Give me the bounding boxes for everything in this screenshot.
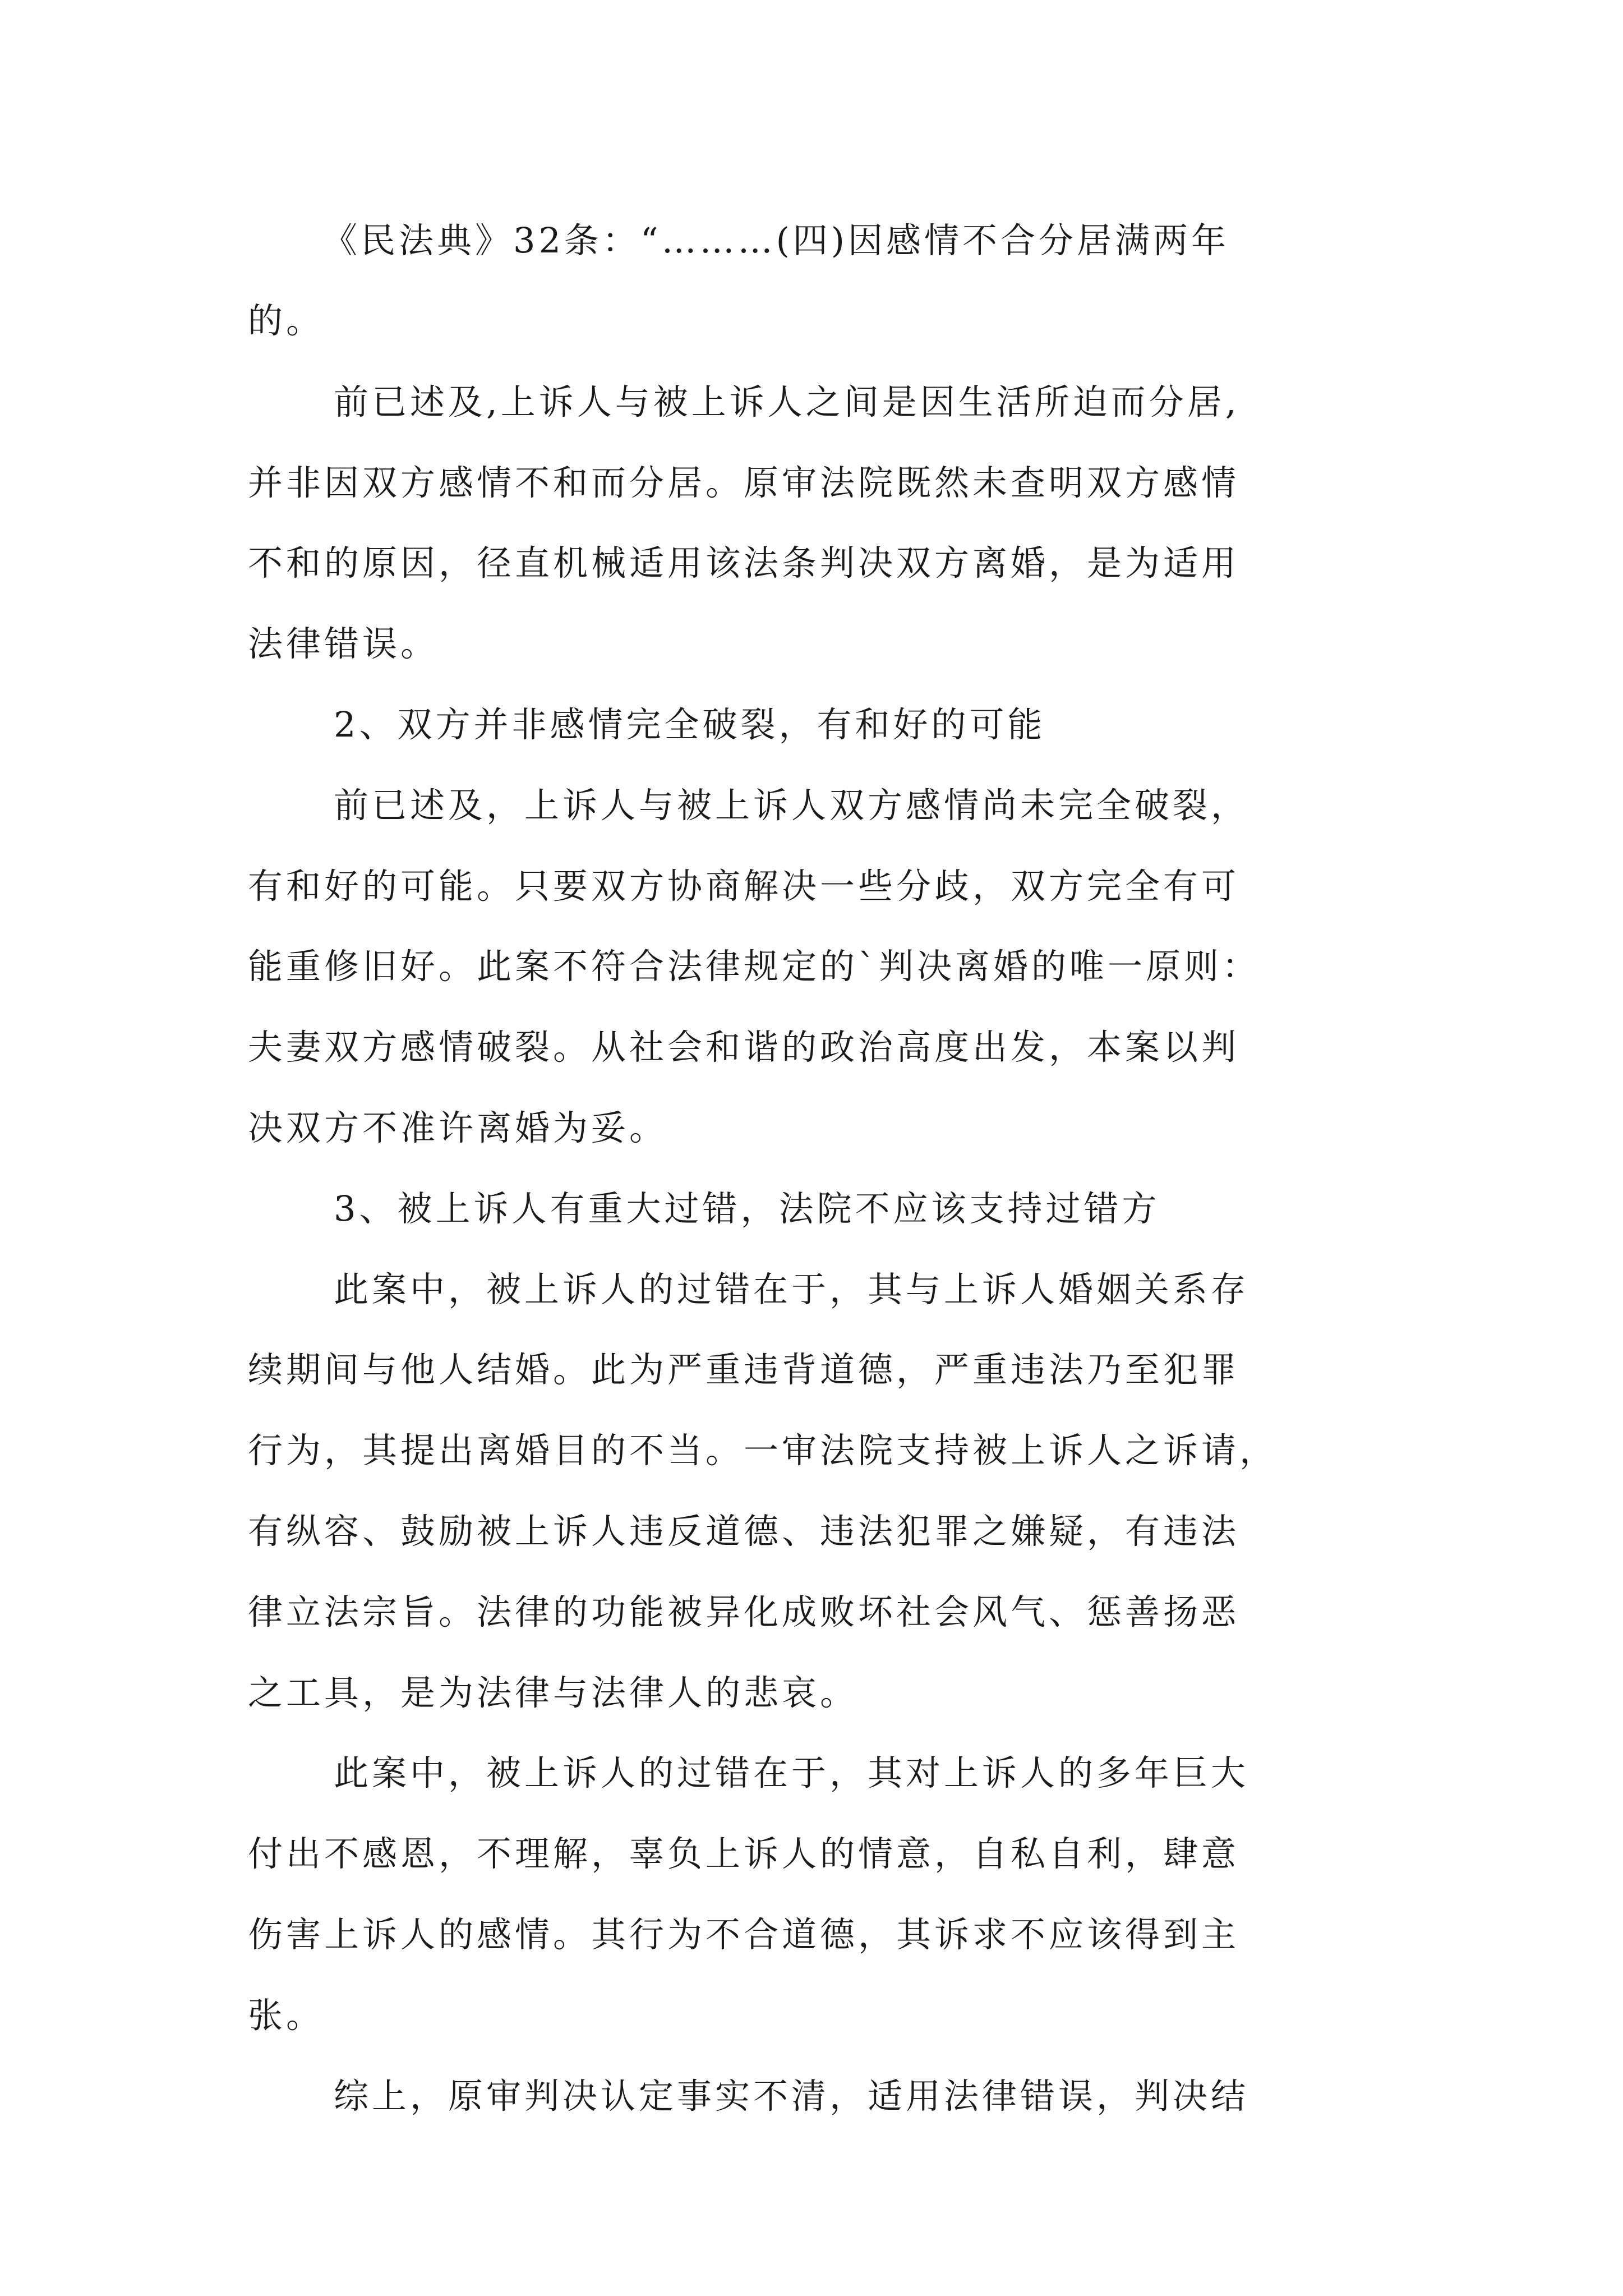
text-line: 并非因双方感情不和而分居。原审法院既然未查明双方感情 [248,462,1240,503]
text-line: 续期间与他人结婚。此为严重违背道德，严重违法乃至犯罪 [248,1349,1240,1390]
text-line: 3、被上诉人有重大过错，法院不应该支持过错方 [334,1188,1160,1229]
text-line: 之工具，是为法律与法律人的悲哀。 [248,1672,859,1713]
text-line: 有和好的可能。只要双方协商解决一些分歧，双方完全有可 [248,866,1240,907]
text-line: 张。 [248,1995,325,2036]
text-line: 的。 [248,300,325,341]
text-line: 《民法典》32条：“………(四)因感情不合分居满两年 [322,220,1229,261]
text-line: 不和的原因，径直机械适用该法条判决双方离婚，是为适用 [248,542,1240,583]
text-line: 法律错误。 [248,623,439,664]
text-line: 有纵容、鼓励被上诉人违反道德、违法犯罪之嫌疑，有违法 [248,1511,1240,1552]
text-line: 行为，其提出离婚目的不当。一审法院支持被上诉人之诉请， [248,1430,1278,1471]
text-line: 决双方不准许离婚为妥。 [248,1107,668,1148]
text-line: 前已述及,上诉人与被上诉人之间是因生活所迫而分居, [334,381,1240,422]
text-line: 前已述及，上诉人与被上诉人双方感情尚未完全破裂， [334,785,1249,826]
text-line: 付出不感恩，不理解，辜负上诉人的情意，自私自利，肆意 [248,1833,1240,1874]
text-line: 综上，原审判决认定事实不清，适用法律错误，判决结 [334,2076,1249,2116]
text-line: 伤害上诉人的感情。其行为不合道德，其诉求不应该得到主 [248,1914,1240,1955]
text-line: 此案中，被上诉人的过错在于，其与上诉人婚姻关系存 [334,1269,1249,1310]
text-line: 律立法宗旨。法律的功能被异化成败坏社会风气、惩善扬恶 [248,1591,1240,1632]
text-line: 此案中，被上诉人的过错在于，其对上诉人的多年巨大 [334,1752,1249,1793]
text-line: 能重修旧好。此案不符合法律规定的`判决离婚的唯一原则： [248,946,1261,987]
text-line: 夫妻双方感情破裂。从社会和谐的政治高度出发，本案以判 [248,1027,1240,1068]
text-line: 2、双方并非感情完全破裂，有和好的可能 [334,704,1046,745]
